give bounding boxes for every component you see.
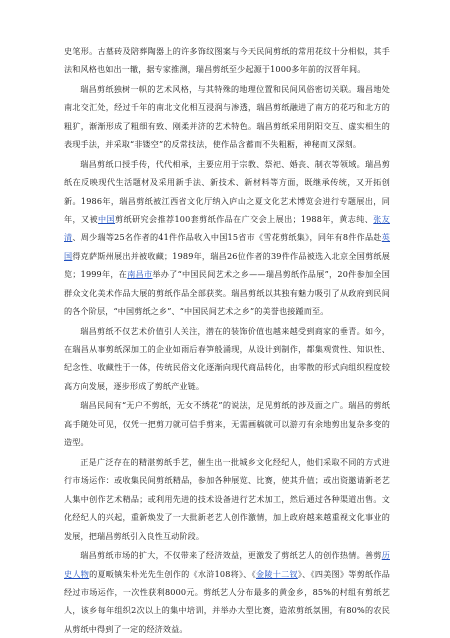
paragraph [64,546,390,638]
paragraph-text: 得克萨斯州展出并被收藏；1989年，瑞昌26位作者的39件作品被选入北京全国剪纸展览；1999年，在 [64,250,390,280]
paragraph-text: 正是广泛存在的精湛剪纸手艺，催生出一批城乡文化经纪人，他们采取不同的方式进行市场运作：或收集民间剪纸精品，参加各种展览、比赛，使其升值；或出资邀请新老艺人集中创作艺术精品；或利用先进的技术设备进行艺术加工，然后通过各种渠道出售。文化经纪人的兴起，重新焕发了一大批新老艺人创作激情，加上政府越来越重视文化事业的发展，把瑞昌剪纸引入良性互动阶段。 [64,456,390,541]
paragraph-text: 的夏畈镇朱朴光先生创作的《水浒108将》、《 [89,568,256,579]
paragraph [64,453,390,545]
paragraph-text: 瑞昌民间有“无户不剪纸，无女不绣花”的说法，足见剪纸的涉及面之广。瑞昌的剪纸高手随处可见，仅凭一把剪刀就可信手剪来，无需画稿就可以游刃有余地剪出复杂多变的造型。 [64,400,390,448]
paragraph-text: 、周少瑞等25名作者的41件作品收入中国15省市《雪花剪纸集》，同年有8件作品赴 [72,232,382,243]
paragraph-text: 》、《四美图》等剪纸作品经过市场运作，一次性获利8000元。剪纸艺人分布最多的黄金乡，85%的村组有剪纸艺人，该乡每年组织2次以上的集中培训，并举办大型比赛，造浓剪纸氛围，有80%的农民从剪纸中得到了一定的经济效益。 [64,568,391,634]
hyperlink[interactable]: 中国 [98,214,115,225]
paragraph [64,322,390,396]
paragraph-text: 瑞昌剪纸口授手传，代代相承，主要应用于宗教、祭祀、婚丧、制衣等领域。瑞昌剪纸在反映现代生活题材及采用新手法、新技术、新材料等方面，既继承传统，又开拓创新。1986年，瑞昌剪纸被江西省文化厅纳入庐山之夏文化艺术博览会进行专题展出，同年，又被 [64,158,390,225]
hyperlink[interactable]: 张友清 [64,214,390,243]
paragraph [64,80,390,154]
hyperlink[interactable]: 历史人物 [64,550,390,579]
paragraph-text: 剪纸研究会推荐100套剪纸作品在广交会上展出；1988年，黄志纯、 [115,214,374,225]
hyperlink[interactable]: 南昌市 [127,269,153,280]
paragraph-text: 瑞昌剪纸不仅艺术价值引人关注，潜在的装饰价值也越来越受到商家的垂青。如今，在瑞昌从事剪纸深加工的企业如雨后春笋般涌现，从设计到制作，都集观赏性、知识性、纪念性、收藏性于一体，传统民俗文化逐渐向现代商品转化，由零散的形式向组织程度较高方向发展，逐步形成了剪纸产业链。 [64,325,390,391]
paragraph-text: 瑞昌剪纸市场的扩大，不仅带来了经济效益，更激发了剪纸艺人的创作热情。善剪 [80,550,382,561]
paragraph-text: 举办了“中国民间艺术之乡——瑞昌剪纸作品展”，20件参加全国群众文化美术作品大展的剪纸作品全部获奖。瑞昌剪纸以其独有魅力吸引了从政府到民间的各个阶层，“中国剪纸之乡”、“中国民间艺术之乡”的美誉也接踵而至。 [64,269,391,317]
document-body [64,42,390,638]
paragraph-text: 瑞昌剪纸独树一帜的艺术风格，与其特殊的地理位置和民间风俗密切关联。瑞昌地处南北交汇处，经过千年的南北文化相互浸润与渗透，瑞昌剪纸融进了南方的花巧和北方的粗犷，渐渐形成了粗细有致、刚柔并济的艺术特色。瑞昌剪纸采用阴阳交互、虚实相生的表现手法，并采取“非镂空”的反常技法，使作品含蓄而不失粗粝，神秘而又深刻。 [64,84,390,150]
paragraph-text: 史笔形。古墓砖及陪葬陶器上的许多饰纹图案与今天民间剪纸的常用花纹十分相似，其手法和风格也如出一辙，据专家推测，瑞昌剪纸至少起源于1000多年前的汉晋年间。 [64,46,390,75]
paragraph [64,396,390,451]
paragraph [64,42,390,79]
paragraph [64,155,390,321]
hyperlink[interactable]: 英国 [64,232,391,261]
hyperlink[interactable]: 金陵十二钗 [256,568,298,579]
